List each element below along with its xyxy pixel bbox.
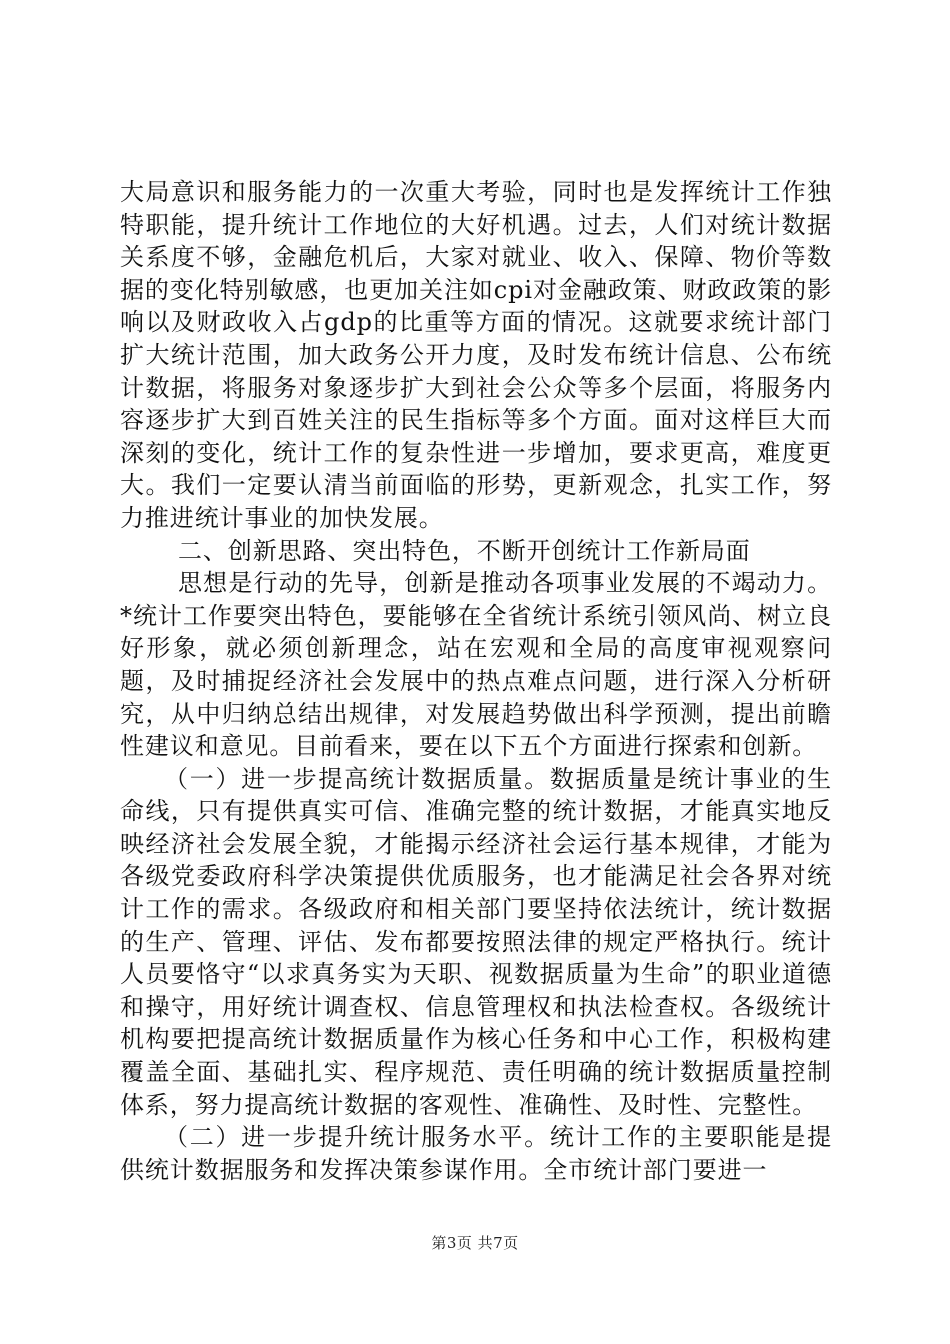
section-heading: 二、创新思路、突出特色，不断开创统计工作新局面 <box>178 536 751 565</box>
paragraph-innovation: 思想是行动的先导，创新是推动各项事业发展的不竭动力。*统计工作要突出特色，要能够在全省统计系统引领风尚、树立良好形象，就必须创新理念，站在宏观和全局的高度审视观察问题，及时捕捉经济社会发展中的热点难点问题，进行深入分析研究，从中归纳总结出规律，对发展趋势做出科学预测，提出前瞻性建议和意见。目前看来，要在以下五个方面进行探索和创新。 <box>120 569 832 761</box>
paragraph-continuation: 大局意识和服务能力的一次重大考验，同时也是发挥统计工作独特职能，提升统计工作地位的大好机遇。过去，人们对统计数据关系度不够，金融危机后，大家对就业、收入、保障、物价等数据的变化特别敏感，也更加关注如cpi对金融政策、财政政策的影响以及财政收入占gdp的比重等方面的情况。这就要求统计部门扩大统计范围，加大政务公开力度，及时发布统计信息、公布统计数据，将服务对象逐步扩大到社会公众等多个层面，将服务内容逐步扩大到百姓关注的民生指标等多个方面。面对这样巨大而深刻的变化，统计工作的复杂性进一步增加，要求更高，难度更大。我们一定要认清当前面临的形势，更新观念，扎实工作，努力推进统计事业的加快发展。 <box>120 178 832 532</box>
paragraph-data-quality: （一）进一步提高统计数据质量。数据质量是统计事业的生命线，只有提供真实可信、准确完整的统计数据，才能真实地反映经济社会发展全貌，才能揭示经济社会运行基本规律，才能为各级党委政府科学决策提供优质服务，也才能满足社会各界对统计工作的需求。各级政府和相关部门要坚持依法统计，统计数据的生产、管理、评估、发布都要按照法律的规定严格执行。统计人员要恪守“以求真务实为天职、视数据质量为生命”的职业道德和操守，用好统计调查权、信息管理权和执法检查权。各级统计机构要把提高统计数据质量作为核心任务和中心工作，积极构建覆盖全面、基础扎实、程序规范、责任明确的统计数据质量控制体系，努力提高统计数据的客观性、准确性、及时性、完整性。 <box>120 764 832 1119</box>
body-text <box>120 176 832 1186</box>
paragraph-service-level: （二）进一步提升统计服务水平。统计工作的主要职能是提供统计数据服务和发挥决策参谋作用。全市统计部门要进一 <box>120 1123 832 1184</box>
page-number-footer: 第3页 共7页 <box>431 1234 519 1252</box>
